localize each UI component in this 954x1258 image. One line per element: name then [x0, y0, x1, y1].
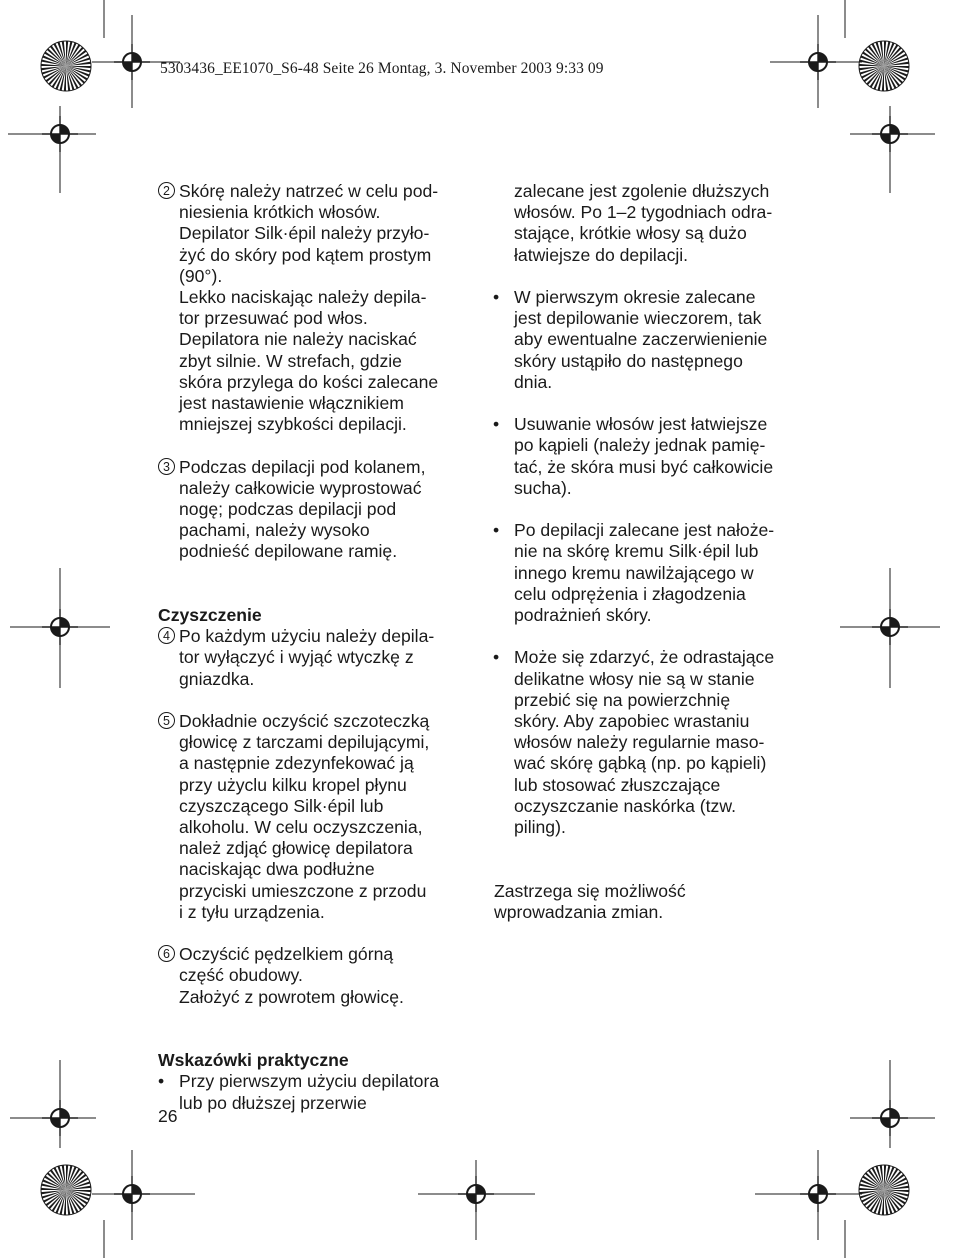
tip-4-text — [494, 520, 804, 626]
step-5-text — [158, 711, 468, 923]
step-2-text — [158, 181, 468, 435]
tip-5-text — [494, 647, 804, 838]
text-line: Podczas depilacji pod kolanem, — [179, 456, 426, 477]
tip-1-continuation — [494, 181, 804, 266]
bullet-icon: • — [493, 414, 500, 435]
step-3 — [158, 457, 468, 563]
tip-4 — [494, 520, 804, 626]
text-line: W pierwszym okresie zalecane — [514, 287, 756, 307]
text-line: jest depilowanie wieczorem, tak — [514, 308, 762, 329]
text-line: pachami, należy wysoko — [179, 520, 370, 541]
text-line: wprowadzania zmian. — [494, 901, 664, 922]
text-line: wać skórę gąbką (np. po kąpieli) — [514, 753, 767, 774]
text-line: nie na skórę kremu Silk·épil lub — [514, 541, 759, 562]
step-6-text — [158, 944, 468, 1008]
text-line: przebić się na powierzchnię — [514, 689, 731, 710]
text-line: włosów należy regularnie maso- — [514, 732, 765, 753]
text-line: i z tyłu urządzenia. — [179, 901, 325, 922]
left-column — [158, 181, 468, 1114]
text-line: (90°). — [179, 265, 223, 286]
text-line: Skórę należy natrzeć w celu pod- — [179, 181, 439, 201]
text-line: celu odprężenia i złagodzenia — [514, 583, 746, 604]
step-4-text — [158, 626, 468, 690]
circled-number-5: 5 — [158, 712, 175, 729]
text-line: Po depilacji zalecane jest nałoże- — [514, 520, 775, 541]
text-line: część obudowy. — [179, 965, 303, 986]
tip-2 — [494, 287, 804, 393]
star-target-icon — [859, 41, 909, 91]
text-line: Dokładnie oczyścić szczoteczką — [179, 711, 430, 732]
tip-5 — [494, 647, 804, 838]
star-target-icon — [41, 1165, 91, 1215]
disclaimer — [494, 881, 804, 923]
text-line: Depilator Silk·épil należy przyło- — [179, 223, 430, 244]
star-target-icon — [859, 1165, 909, 1215]
text-line: Usuwanie włosów jest łatwiejsze — [514, 414, 768, 435]
bullet-icon: • — [493, 520, 500, 541]
text-line: alkoholu. W celu oczyszczenia, — [179, 817, 423, 838]
text-line: Założyć z powrotem głowicę. — [179, 986, 404, 1007]
text-line: żyć do skóry pod kątem prostym — [179, 244, 432, 265]
tip-2-text — [494, 287, 804, 393]
text-line: jest nastawienie włącznikiem — [179, 393, 404, 414]
text-line: po kąpieli (należy jednak pamię- — [514, 435, 766, 456]
bullet-icon: • — [158, 1071, 165, 1092]
tip-1-text — [158, 1071, 468, 1113]
text-line: tor wyłączyć i wyjąć wtyczkę z — [179, 647, 414, 668]
text-line: Lekko naciskając należy depila- — [179, 287, 427, 308]
step-4 — [158, 626, 468, 690]
text-line: lub po dłuższej przerwie — [179, 1092, 367, 1113]
text-line: głowicę z tarczami depilującymi, — [179, 732, 430, 753]
text-line: zbyt silnie. W strefach, gdzie — [179, 350, 402, 371]
step-5 — [158, 711, 468, 923]
text-line: lub stosować złuszczające — [514, 774, 721, 795]
tip-1 — [158, 1071, 468, 1113]
cleaning-heading: Czyszczenie — [158, 605, 262, 626]
text-line: mniejszej szybkości depilacji. — [179, 414, 407, 435]
bullet-icon: • — [493, 647, 500, 668]
circled-number-2: 2 — [158, 182, 175, 199]
page-number: 26 — [158, 1106, 178, 1126]
text-line: przy użyclu kilku kropel płynu — [179, 774, 407, 795]
text-line: podrażnień skóry. — [514, 605, 652, 626]
step-2 — [158, 181, 468, 435]
text-line: gniazdka. — [179, 668, 255, 689]
text-line: stające, krótkie włosy są dużo — [514, 223, 747, 244]
text-line: aby ewentualne zaczerwienienie — [514, 329, 768, 350]
text-line: przyciski umieszczone z przodu — [179, 880, 427, 901]
text-line: oczyszczanie naskórka (tzw. — [514, 795, 736, 816]
text-line: podnieść depilowane ramię. — [179, 541, 398, 562]
text-line: Po każdym użyciu należy depila- — [179, 626, 435, 647]
text-line: tać, że skóra musi być całkowicie — [514, 456, 774, 477]
text-line: piling). — [514, 817, 566, 838]
text-line: Przy pierwszym użyciu depilatora — [179, 1071, 440, 1092]
tip-3-text — [494, 414, 804, 499]
text-line: Zastrzega się możliwość — [494, 880, 686, 901]
text-line: skóry. Aby zapobiec wrastaniu — [514, 711, 750, 732]
text-line: dnia. — [514, 371, 553, 392]
tip-3 — [494, 414, 804, 499]
bullet-icon: • — [493, 287, 500, 307]
text-line: skóry ustąpiło do następnego — [514, 350, 743, 371]
circled-number-6: 6 — [158, 945, 175, 962]
right-column — [494, 181, 804, 923]
star-target-icon — [41, 41, 91, 91]
circled-number-4: 4 — [158, 627, 175, 644]
text-line: tor przesuwać pod włos. — [179, 308, 368, 329]
text-line: Oczyścić pędzelkiem górną — [179, 944, 394, 965]
print-slug-header: 5303436_EE1070_S6-48 Seite 26 Montag, 3. November 2003 9:33 09 — [160, 60, 604, 77]
text-line: Może się zdarzyć, że odrastające — [514, 647, 775, 668]
text-line: należy całkowicie wyprostować — [179, 477, 422, 498]
text-line: Depilatora nie należy naciskać — [179, 329, 417, 350]
text-line: łatwiejsze do depilacji. — [514, 244, 689, 265]
text-line: czyszczącego Silk·épil lub — [179, 795, 384, 816]
text-line: skóra przylega do kości zalecane — [179, 371, 439, 392]
tips-heading: Wskazówki praktyczne — [158, 1050, 349, 1071]
text-line: naciskając dwa podłużne — [179, 859, 375, 880]
step-6 — [158, 944, 468, 1008]
text-line: włosów. Po 1–2 tygodniach odra- — [514, 202, 773, 223]
text-line: należ zdjąć głowicę depilatora — [179, 838, 413, 859]
circled-number-3: 3 — [158, 458, 175, 475]
text-line: delikatne włosy nie są w stanie — [514, 668, 755, 689]
step-3-text — [158, 457, 468, 563]
text-line: niesienia krótkich włosów. — [179, 202, 381, 223]
text-line: sucha). — [514, 477, 572, 498]
text-line: nogę; podczas depilacji pod — [179, 499, 397, 520]
text-line: innego kremu nawilżającego w — [514, 562, 754, 583]
text-line: a następnie zdezynfekować ją — [179, 753, 414, 774]
text-line: zalecane jest zgolenie dłuższych — [514, 181, 770, 201]
